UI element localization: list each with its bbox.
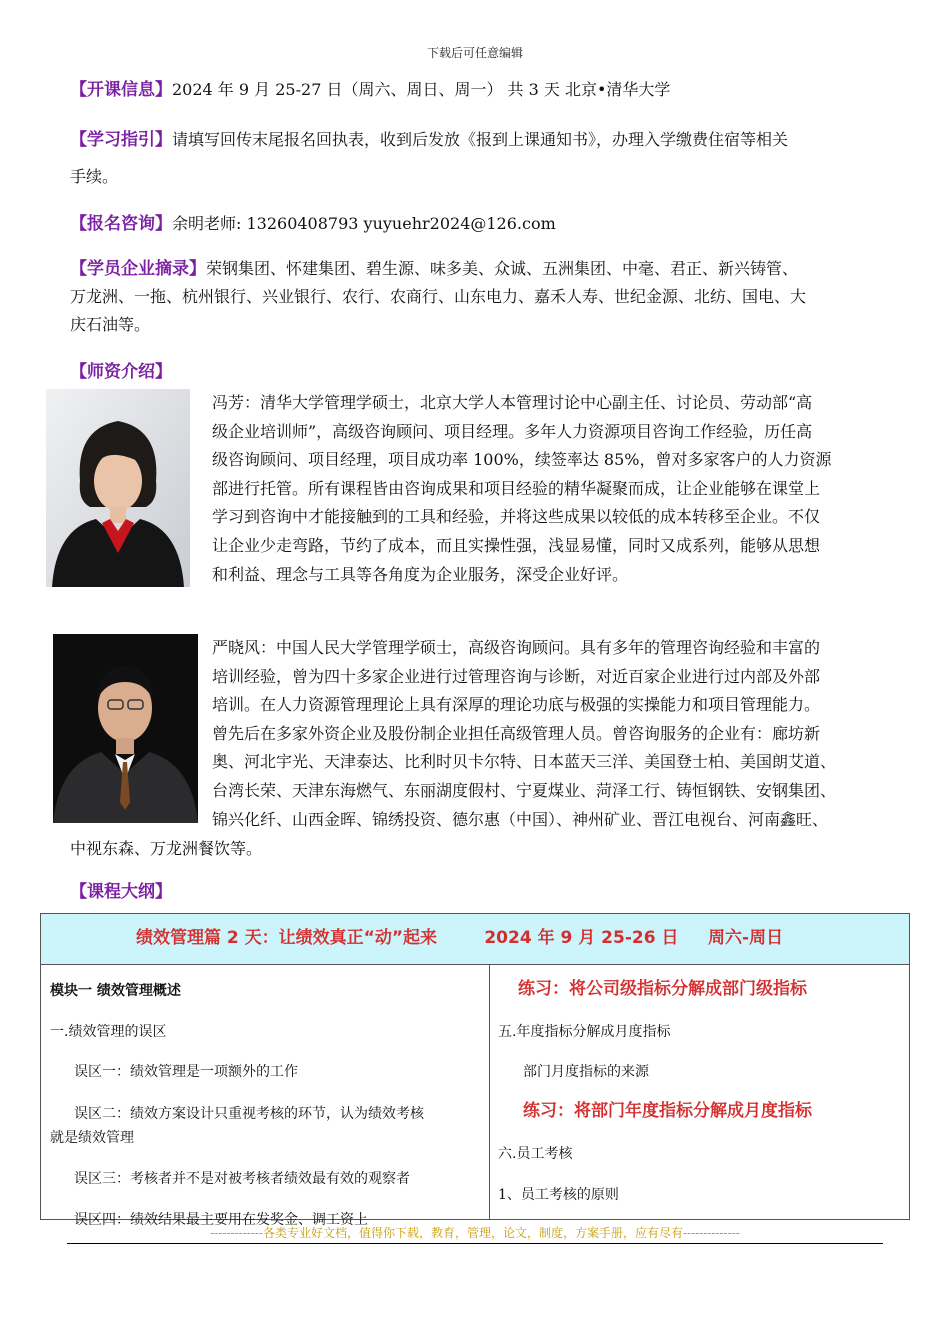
clients-line-3: 庆石油等。 (70, 315, 151, 334)
outline-heading (70, 878, 172, 906)
misconception-2: 误区二：绩效方案设计只重视考核的环节，认为绩效考核 (74, 1106, 424, 1122)
teacher-2-bio-line: 培训。在人力资源管理理论上具有深厚的理论功底与极强的实操能力和项目管理能力。 (212, 695, 821, 715)
exercise-1: 练习：将公司级指标分解成部门级指标 (518, 979, 807, 999)
study-guide-cont: 手续。 (70, 167, 119, 186)
teacher-1-bio-line: 级企业培训师”，高级咨询顾问、项目经理。多年人力资源项目咨询工作经验，历任高 (212, 421, 813, 441)
teacher-2-bio (212, 634, 886, 834)
clients-label: 【学员企业摘录】 (70, 259, 206, 279)
outline-right-column (490, 965, 909, 1219)
misconception-2-cont: 就是绩效管理 (50, 1130, 134, 1146)
teacher-1-bio-line: 和利益、理念与工具等各角度为企业服务，深受企业好评。 (212, 564, 629, 584)
footer-divider (67, 1243, 883, 1244)
teacher-2-bio-line: 曾先后在多家外资企业及股份制企业担任高级管理人员。曾咨询服务的企业有：廊坊新 (212, 723, 821, 743)
teacher-1-bio-line: 级咨询顾问、项目经理，项目成功率 100%，续签率达 85%，曾对多家客户的人力资源 (212, 450, 832, 470)
clients-text: 荣钢集团、怀建集团、碧生源、味多美、众诚、五洲集团、中毫、君正、新兴铸管、 (206, 259, 799, 278)
study-guide-text: 请填写回传末尾报名回执表，收到后发放《报到上课通知书》，办理入学缴费住宿等相关 (172, 130, 789, 149)
teacher-2-photo (53, 634, 198, 823)
teachers-heading (70, 358, 172, 386)
consult-label: 【报名咨询】 (70, 214, 172, 234)
teacher-2-bio-line: 培训经验，曾为四十多家企业进行过管理咨询与诊断，对近百家企业进行过内部及外部 (212, 666, 821, 686)
outline-left-column (41, 965, 490, 1228)
exercise-2: 练习：将部门年度指标分解成月度指标 (523, 1101, 812, 1121)
section-1-title: 一.绩效管理的误区 (50, 1024, 167, 1040)
teacher-2-bio-last: 中视东森、万龙洲餐饮等。 (70, 839, 263, 858)
misconception-4: 误区四：绩效结果最主要用在发奖金、调工资上 (74, 1212, 368, 1228)
teacher-2-bio-line: 台湾长荣、天津东海燃气、东丽湖度假村、宁夏煤业、菏泽工行、铸恒钢铁、安钢集团、 (212, 780, 837, 800)
section-5-title: 五.年度指标分解成月度指标 (498, 1024, 671, 1040)
outline-table-header (41, 914, 909, 965)
teacher-1-photo (46, 389, 190, 587)
module-1-title: 模块一 绩效管理概述 (50, 983, 181, 999)
teacher-1-bio-line: 让企业少走弯路，节约了成本，而且实操性强，浅显易懂，同时又成系列，能够从思想 (212, 535, 821, 555)
course-info (70, 76, 670, 104)
registration-consult (70, 210, 556, 238)
teacher-1-bio-line: 冯芳：清华大学管理学硕士，北京大学人本管理讨论中心副主任、讨论员、劳动部“高 (212, 393, 813, 412)
course-info-text: 2024 年 9 月 25-27 日（周六、周日、周一） 共 3 天 北京•清华大学 (172, 80, 671, 99)
teacher-1-bio (212, 389, 882, 589)
course-info-label: 【开课信息】 (70, 80, 172, 100)
teacher-1-bio-line: 部进行托管。所有课程皆由咨询成果和项目经验的精华凝聚而成，让企业能够在课堂上 (212, 478, 821, 498)
client-companies (70, 255, 798, 283)
study-guide (70, 126, 788, 154)
outline-header-text: 绩效管理篇 2 天：让绩效真正“动”起来 2024 年 9 月 25-26 日 周六-周日 (136, 928, 784, 948)
misconception-3: 误区三：考核者并不是对被考核者绩效最有效的观察者 (74, 1171, 410, 1187)
section-5-sub: 部门月度指标的来源 (523, 1064, 649, 1080)
teacher-1-bio-line: 学习到咨询中才能接触到的工具和经验，并将这些成果以较低的成本转移至企业。不仅 (212, 507, 821, 527)
teacher-2-bio-line: 奥、河北宇光、天津泰达、比利时贝卡尔特、日本蓝天三洋、美国登士柏、美国朗艾道、 (212, 752, 837, 772)
study-guide-label: 【学习指引】 (70, 130, 172, 150)
course-outline-table (40, 913, 910, 1228)
teacher-2-bio-line: 严晓风：中国人民大学管理学硕士，高级咨询顾问。具有多年的管理咨询经验和丰富的 (212, 638, 821, 657)
teacher-2-bio-line: 锦兴化纤、山西金晖、锦绣投资、德尔惠（中国）、神州矿业、晋江电视台、河南鑫旺、 (212, 809, 829, 829)
clients-line-2: 万龙洲、一拖、杭州银行、兴业银行、农行、农商行、山东电力、嘉禾人寿、世纪金源、北纺、国电、大 (70, 287, 807, 306)
footer-note: -------------各类专业好文档，值得你下载，教育，管理，论文，制度，方案手册，应有尽有-------------- (210, 1226, 740, 1240)
section-6-sub: 1、员工考核的原则 (498, 1187, 619, 1203)
page-header-note: 下载后可任意编辑 (426, 46, 523, 60)
consult-text: 余明老师: 13260408793 yuyuehr2024@126.com (172, 214, 556, 233)
section-6-title: 六.员工考核 (498, 1146, 573, 1162)
misconception-1: 误区一：绩效管理是一项额外的工作 (74, 1064, 298, 1080)
teachers-label: 【师资介绍】 (70, 362, 172, 382)
outline-label: 【课程大纲】 (70, 882, 172, 902)
